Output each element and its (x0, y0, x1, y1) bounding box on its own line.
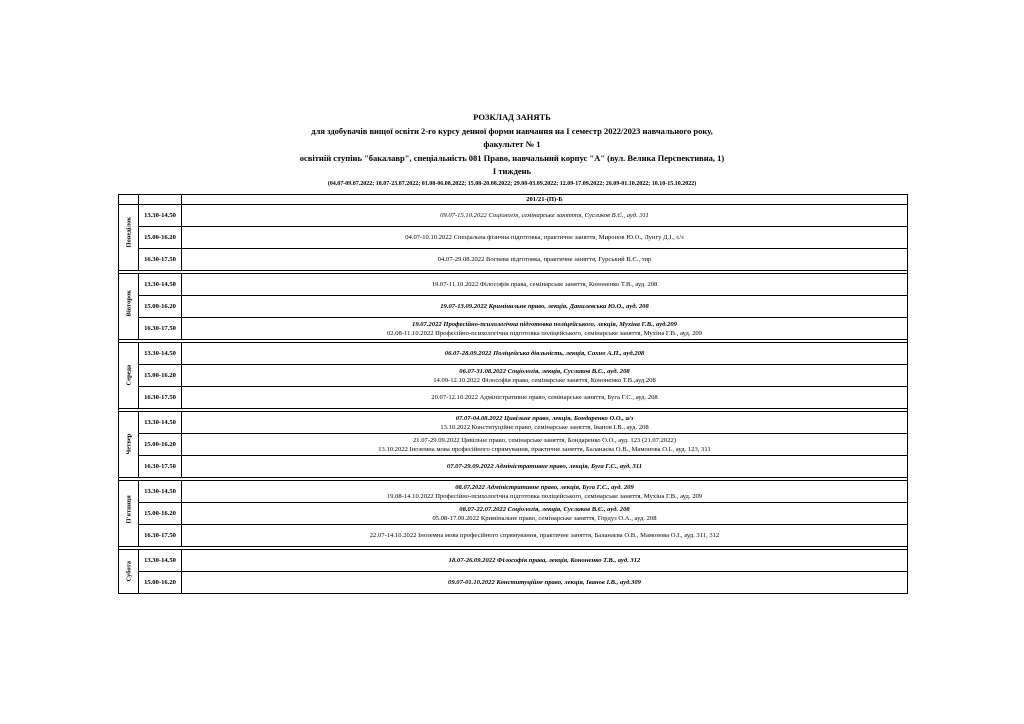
table-row (119, 387, 908, 409)
time-slot: 15.00-16.20 (139, 227, 182, 249)
header-line-students: для здобувачів вищої освіти 2-го курсу денної форми навчання на І семестр 2022/2023 навчального року, (311, 125, 713, 136)
class-entry: 20.07-12.10.2022 Адміністративне право, семінарське заняття, Буга Г.С., ауд. 208 (431, 394, 658, 401)
class-entry: 14.09-12.10.2022 Філософія права, семінарське заняття, Кононенко Т.В.,ауд.208 (433, 376, 656, 384)
class-cell (182, 412, 908, 434)
day-name: П'ятниця (125, 495, 133, 524)
table-row (119, 365, 908, 387)
class-entry: 06.07-31.08.2022 Соціологія, лекція, Сусликов В.Є., ауд. 208 (459, 367, 630, 375)
class-cell (182, 387, 908, 409)
class-cell (182, 274, 908, 296)
time-slot: 16.30-17.50 (139, 456, 182, 478)
day-name-cell (119, 205, 139, 271)
time-slot: 13.30-14.50 (139, 481, 182, 503)
schedule-table (118, 194, 908, 594)
day-name-cell (119, 343, 139, 409)
header-week: І тиждень (492, 166, 532, 176)
time-slot: 13.30-14.50 (139, 550, 182, 572)
class-entry: 19.07-13.09.2022 Кримінальне право, лекція, Данилевська Ю.О., ауд. 208 (440, 303, 649, 310)
table-row (119, 343, 908, 365)
time-slot: 16.30-17.50 (139, 525, 182, 547)
class-entry: 08.07.2022 Адміністративне право, лекція, Буга Г.С., ауд. 209 (455, 483, 634, 491)
class-cell (182, 296, 908, 318)
table-row (119, 525, 908, 547)
table-row (119, 412, 908, 434)
time-slot: 15.00-16.20 (139, 572, 182, 594)
blank-cell (139, 195, 182, 205)
day-name: Середа (125, 364, 133, 386)
table-row (119, 249, 908, 271)
class-entry: 19.07.2022 Професійно-психологічна підготовка поліцейського, лекція, Мухіна Г.В., ауд.209 (412, 320, 677, 328)
blank-cell (119, 195, 139, 205)
day-name: Субота (125, 560, 133, 582)
day-name-cell (119, 412, 139, 478)
class-cell (182, 572, 908, 594)
class-entry: 04.07-29.08.2022 Вогнева підготовка, практичне заняття, Гурський В.Є., тир (437, 256, 652, 263)
time-slot: 15.00-16.20 (139, 365, 182, 387)
group-header-row (119, 195, 908, 205)
class-entry: 04.07-10.10.2022 Спеціальна фізична підготовка, практичне заняття, Миронов Ю.О., Лунгу Д.І., с/з (405, 234, 684, 241)
class-entry: 09.07-15.10.2022 Соціологія, семінарське заняття, Сусликов В.Є., ауд. 311 (440, 212, 649, 219)
table-row (119, 434, 908, 456)
class-cell (182, 343, 908, 365)
table-row (119, 274, 908, 296)
time-slot: 15.00-16.20 (139, 434, 182, 456)
document-title: РОЗКЛАД ЗАНЯТЬ (473, 112, 551, 122)
time-slot: 13.30-14.50 (139, 205, 182, 227)
header-line-faculty: факультет № 1 (483, 139, 541, 149)
table-row (119, 481, 908, 503)
schedule-header (0, 111, 1024, 189)
time-slot: 16.30-17.50 (139, 387, 182, 409)
day-name: Четвер (125, 433, 133, 455)
class-entry: 09.07-01.10.2022 Конституційне право, лекція, Іванов І.В., ауд.309 (448, 579, 641, 586)
group-name: 201/21-(П)-Б (182, 195, 908, 205)
class-entry: 19.08-14.10.2022 Професійно-психологічна підготовка поліцейського, семінарське заняття, Мухіна Г.В., ауд. 209 (386, 492, 703, 500)
time-slot: 16.30-17.50 (139, 249, 182, 271)
header-dates: (04.07-09.07.2022; 18.07-23.07.2022; 01.08-06.08.2022; 15.08-20.08.2022; 29.08-03.09.2022; 12.09-17.09.2022; 26.09-01.10.2022; 10.10-15.10.2022) (327, 180, 697, 187)
class-cell (182, 503, 908, 525)
class-entry: 13.10.2022 Іноземна мова професійного спрямування, практичне заняття, Баланаєва О.В., Мамонова О.І., ауд. 123, 311 (378, 445, 711, 453)
table-row (119, 296, 908, 318)
class-cell (182, 525, 908, 547)
class-entry: 05.08-17.09.2022 Кримінальне право, семінарське заняття, Гордуз О.А., ауд. 208 (432, 514, 657, 522)
class-entry: 21.07-29.09.2022 Цивільне право, семінарське заняття, Бондаренко О.О., ауд. 123 (21.07.2022) (412, 436, 677, 444)
time-slot: 16.30-17.50 (139, 318, 182, 340)
time-slot: 13.30-14.50 (139, 343, 182, 365)
class-cell (182, 227, 908, 249)
class-cell (182, 318, 908, 340)
class-cell (182, 434, 908, 456)
class-cell (182, 365, 908, 387)
class-entry: 13.10.2022 Конституційне право, семінарське заняття, Іванов І.В., ауд. 208 (440, 423, 649, 431)
class-cell (182, 481, 908, 503)
class-entry: 07.07-04.08.2022 Цивільне право, лекція, Бондаренко О.О., а/з (455, 414, 634, 422)
day-name-cell (119, 481, 139, 547)
day-name: Понеділок (125, 216, 133, 248)
class-entry: 02.08-11.10.2022 Професійно-психологічна підготовка поліцейського, семінарське заняття, Мухіна Г.В., ауд. 209 (387, 329, 702, 337)
class-entry: 19.07-11.10.2022 Філософія права, семінарське заняття, Кононенко Т.В., ауд. 208 (431, 281, 658, 288)
header-line-degree: освітній ступінь "бакалавр", спеціальність 081 Право, навчальний корпус "А" (вул. Велика Перспективна, 1) (299, 152, 725, 163)
table-row (119, 456, 908, 478)
table-row (119, 227, 908, 249)
class-cell (182, 205, 908, 227)
class-entry: 07.07-29.09.2022 Адміністративне право, лекція, Буга Г.С., ауд. 311 (446, 463, 643, 470)
class-cell (182, 550, 908, 572)
class-entry: 06.07-28.09.2022 Поліцейська діяльність, лекція, Сахно А.П., ауд.208 (444, 350, 645, 357)
day-name-cell (119, 274, 139, 340)
table-row (119, 503, 908, 525)
table-row (119, 572, 908, 594)
class-cell (182, 249, 908, 271)
table-row (119, 550, 908, 572)
class-cell (182, 456, 908, 478)
day-name: Вівторок (125, 290, 133, 317)
class-entry: 18.07-26.09.2022 Філософія права, лекція, Кононенко Т.В., ауд. 312 (448, 557, 641, 564)
time-slot: 15.00-16.20 (139, 296, 182, 318)
time-slot: 15.00-16.20 (139, 503, 182, 525)
day-name-cell (119, 550, 139, 594)
time-slot: 13.30-14.50 (139, 412, 182, 434)
table-row (119, 318, 908, 340)
table-row (119, 205, 908, 227)
class-entry: 08.07-22.07.2022 Соціологія, лекція, Сусликов В.Є., ауд. 208 (459, 505, 630, 513)
time-slot: 13.30-14.50 (139, 274, 182, 296)
class-entry: 22.07-14.10.2022 Іноземна мова професійного спрямування, практичне заняття, Баланаєва О.В., Мамонова О.І., ауд. 311, 312 (369, 532, 720, 539)
